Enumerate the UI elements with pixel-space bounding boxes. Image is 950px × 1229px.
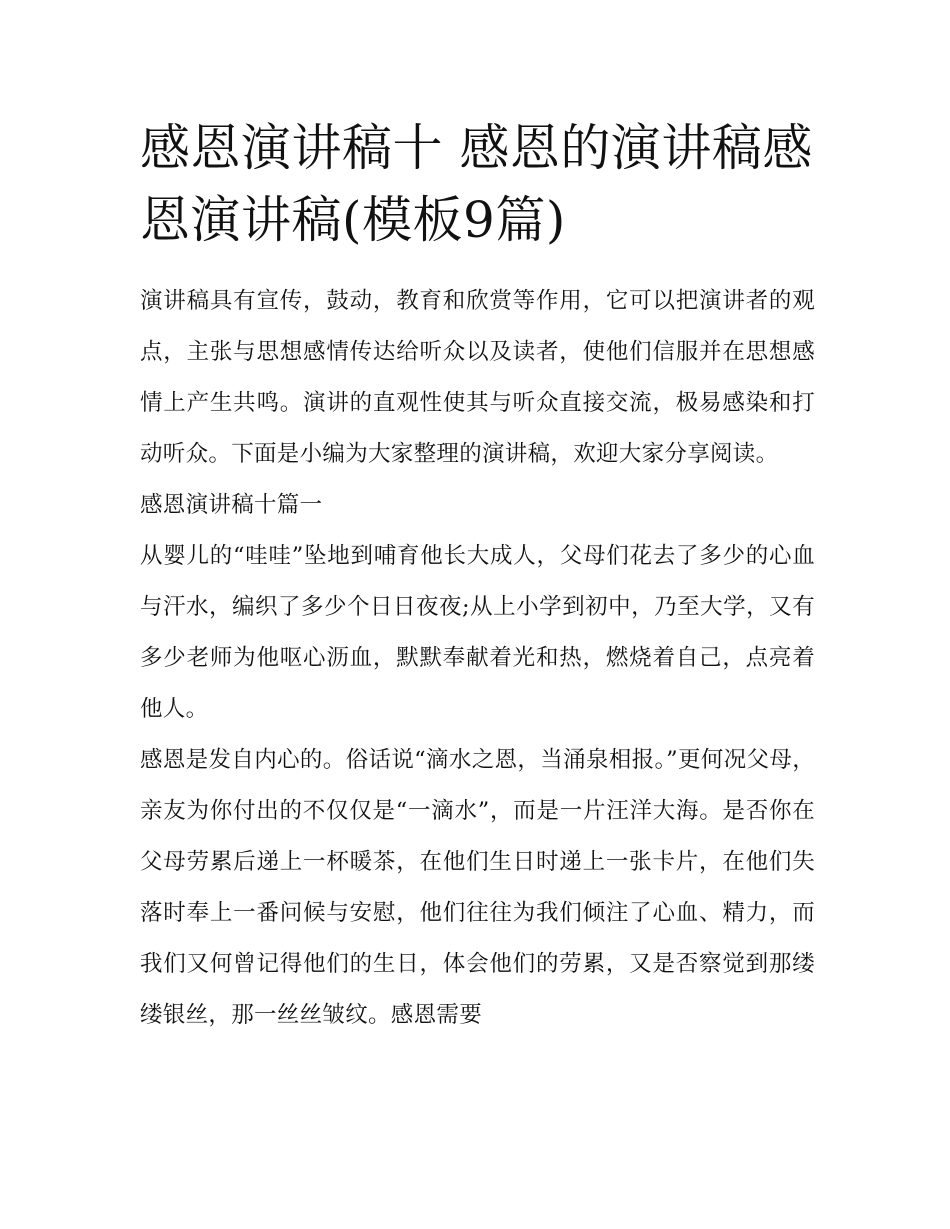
body-paragraph: 感恩是发自内心的。俗话说“滴水之恩，当涌泉相报。”更何况父母，亲友为你付出的不仅仅是“一滴水”，而是一片汪洋大海。是否你在父母劳累后递上一杯暖茶，在他们生日时递上一张卡片，在他们失落时奉上一番问候与安慰，他们往往为我们倾注了心血、精力，而我们又何曾记得他们的生日，体会他们的劳累，又是否察觉到那缕缕银丝，那一丝丝皱纹。感恩需要: [140, 747, 815, 1028]
intro-paragraph: 演讲稿具有宣传，鼓动，教育和欣赏等作用，它可以把演讲者的观点，主张与思想感情传达给听众以及读者，使他们信服并在思想感情上产生共鸣。演讲的直观性使其与听众直接交流，极易感染和打动听众。下面是小编为大家整理的演讲稿，欢迎大家分享阅读。: [140, 288, 815, 467]
body-paragraph: 从婴儿的“哇哇”坠地到哺育他长大成人，父母们花去了多少的心血与汗水，编织了多少个日日夜夜;从上小学到初中，乃至大学，又有多少老师为他呕心沥血，默默奉献着光和热，燃烧着自己，点亮着他人。: [140, 543, 815, 722]
section-heading: 感恩演讲稿十篇一: [140, 492, 323, 518]
document-title: 感恩演讲稿十 感恩的演讲稿感恩演讲稿(模板9篇): [140, 119, 813, 249]
document-body: [140, 276, 815, 1041]
